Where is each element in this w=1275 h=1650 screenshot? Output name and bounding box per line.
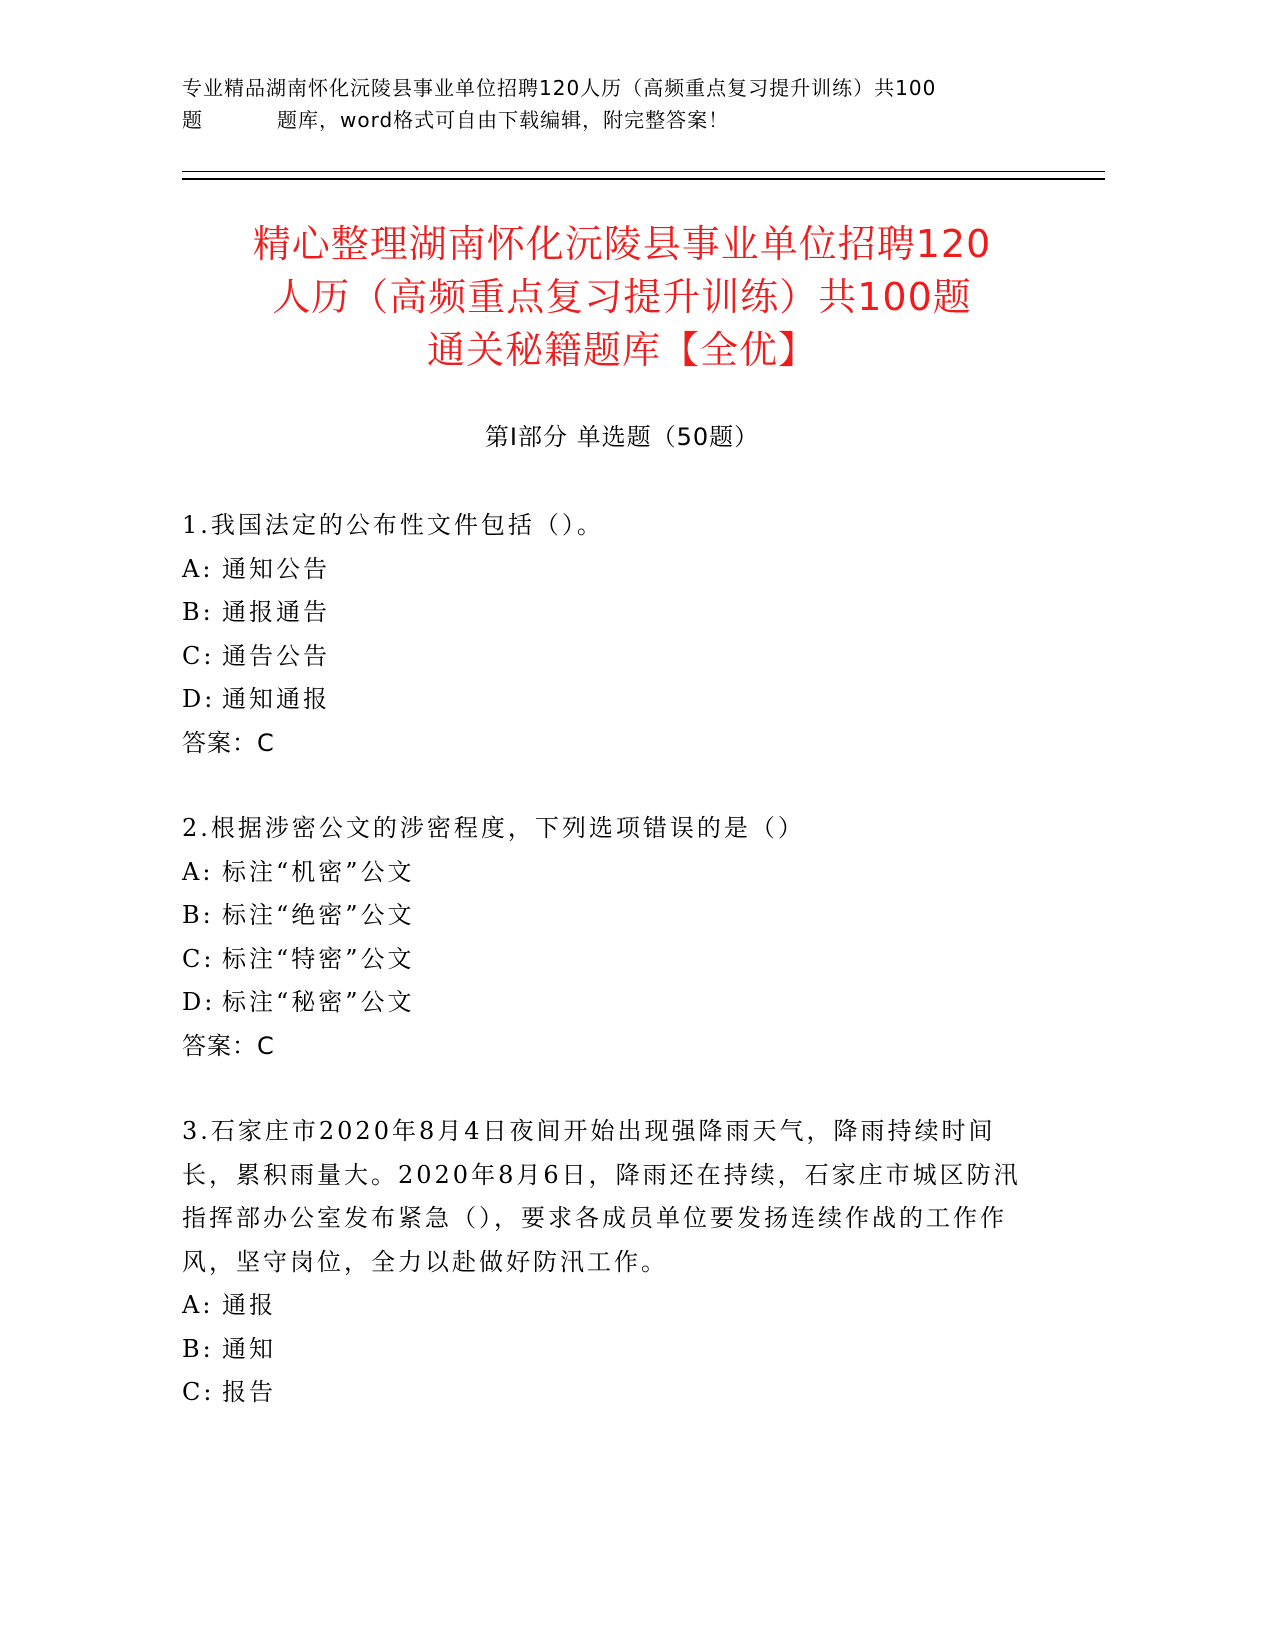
option-text: 标注“特密”公文 — [222, 944, 415, 973]
title-line-3: 通关秘籍题库【全优】 — [426, 328, 817, 372]
document-header — [182, 72, 1062, 136]
document-title — [182, 218, 1062, 377]
option-label: A: — [182, 857, 214, 886]
option-text: 通知公告 — [222, 554, 330, 583]
answer: 答案：C — [182, 728, 275, 757]
title-line-1: 精心整理湖南怀化沅陵县事业单位招聘120 — [252, 222, 992, 266]
option-text: 通知通报 — [222, 685, 330, 713]
option-b — [182, 894, 1042, 938]
option-text: 标注“秘密”公文 — [222, 988, 415, 1016]
option-c — [182, 1371, 1042, 1415]
option-b — [182, 591, 1042, 635]
header-line-2-start: 题 — [182, 108, 203, 132]
question-list — [182, 504, 1042, 1457]
option-label: C: — [182, 641, 215, 670]
option-text: 标注“绝密”公文 — [222, 901, 415, 929]
option-text: 通报 — [222, 1291, 276, 1319]
title-line-2: 人历（高频重点复习提升训练）共100题 — [272, 275, 972, 319]
answer: 答案：C — [182, 1031, 275, 1060]
option-c — [182, 635, 1042, 679]
option-a — [182, 1284, 1042, 1328]
option-a — [182, 548, 1042, 592]
section-heading: 第Ⅰ部分 单选题（50题） — [484, 423, 760, 451]
header-line-2 — [182, 104, 1062, 136]
option-a — [182, 851, 1042, 895]
option-label: C: — [182, 944, 215, 973]
question-1 — [182, 504, 1042, 765]
option-label: C: — [182, 1378, 215, 1406]
option-label: B: — [182, 598, 214, 626]
question-2 — [182, 807, 1042, 1068]
option-text: 报告 — [222, 1378, 276, 1406]
option-text: 通报通告 — [222, 598, 330, 626]
option-b — [182, 1328, 1042, 1372]
option-label: A: — [182, 1291, 214, 1319]
question-stem: 2.根据涉密公文的涉密程度，下列选项错误的是（） — [182, 814, 805, 842]
header-line-1: 专业精品湖南怀化沅陵县事业单位招聘120人历（高频重点复习提升训练）共100 — [182, 76, 937, 100]
option-label: B: — [182, 1334, 214, 1363]
question-stem: 3.石家庄市2020年8月4日夜间开始出现强降雨天气，降雨持续时间长，累积雨量大。2020年8月6日，降雨还在持续，石家庄市城区防汛指挥部办公室发布紧急（），要求各成员单位要发扬连续作战的工作作风，坚守岗位，全力以赴做好防汛工作。 — [182, 1117, 1021, 1276]
option-d — [182, 981, 1042, 1025]
option-c — [182, 938, 1042, 982]
option-text: 标注“机密”公文 — [222, 857, 415, 886]
header-line-2-rest: 题库，word格式可自由下载编辑，附完整答案！ — [277, 108, 730, 132]
question-3 — [182, 1110, 1042, 1415]
header-divider-thick — [182, 178, 1105, 180]
option-label: D: — [182, 988, 216, 1016]
option-text: 通告公告 — [222, 641, 330, 670]
option-d — [182, 678, 1042, 722]
option-text: 通知 — [222, 1334, 276, 1363]
header-divider-thin — [182, 171, 1105, 172]
question-stem: 1.我国法定的公布性文件包括（）。 — [182, 511, 604, 539]
option-label: B: — [182, 901, 214, 929]
option-label: A: — [182, 554, 214, 583]
option-label: D: — [182, 685, 216, 713]
